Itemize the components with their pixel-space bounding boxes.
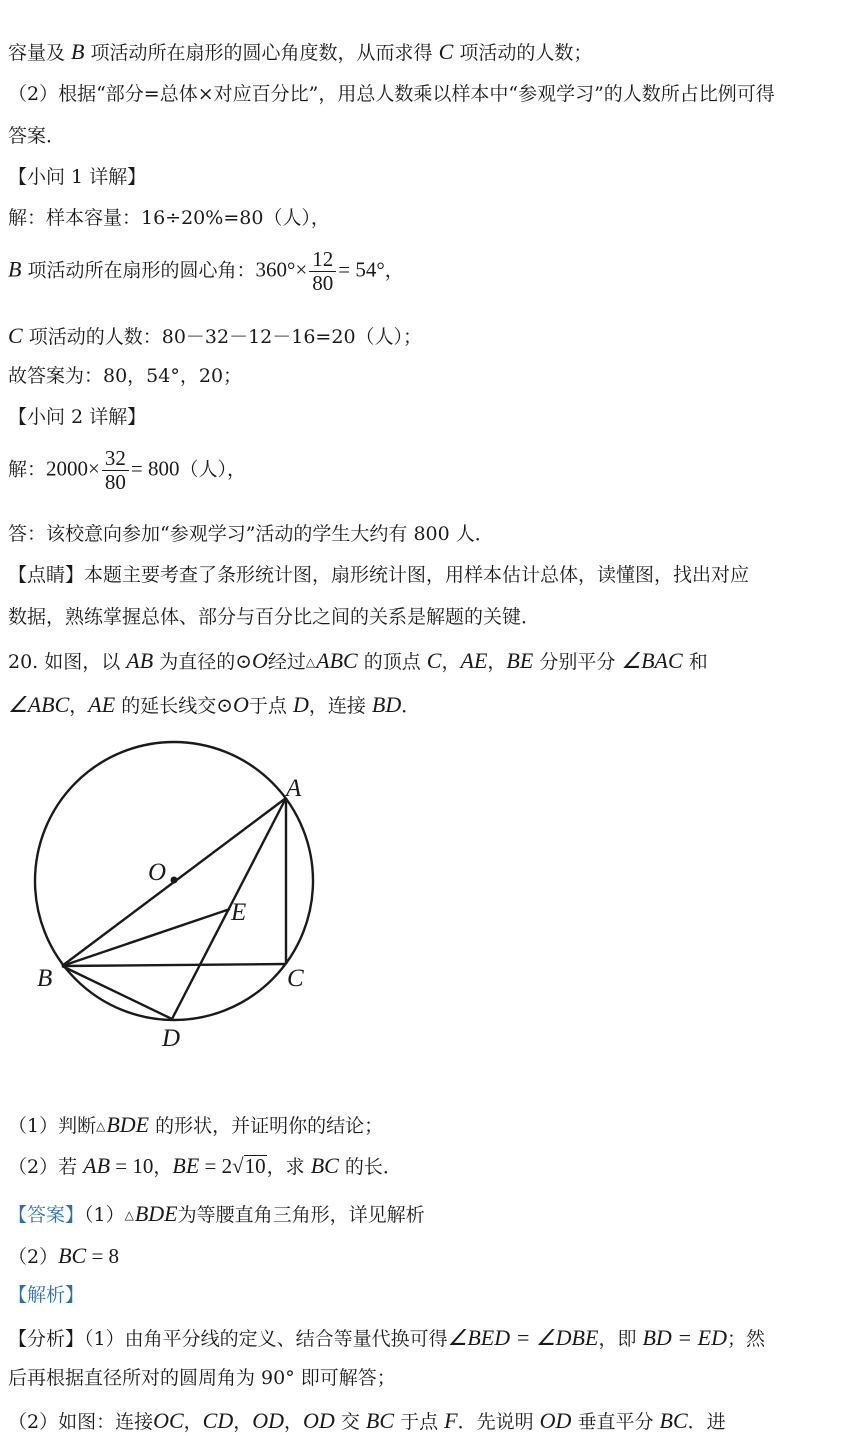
label-b: B <box>37 965 53 992</box>
answer-line-1: 【答案】（1）△BDE为等腰直角三角形，详见解析 <box>8 1201 425 1226</box>
text-line-12: 【点睛】本题主要考查了条形统计图，扇形统计图，用样本估计总体，读懂图，找出对应 <box>8 564 750 586</box>
section-heading-q1: 【小问 1 详解】 <box>8 166 147 188</box>
analysis-line-3: （2）如图：连接OC，CD，OD，OD 交 BC 于点 F．先说明 OD 垂直平分 BC．进 <box>8 1408 726 1433</box>
text-line-1: 容量及 B 项活动所在扇形的圆心角度数，从而求得 C 项活动的人数； <box>8 39 593 64</box>
text-line-13: 数据，熟练掌握总体、部分与百分比之间的关系是解题的关键． <box>8 606 541 628</box>
text-line-3: 答案． <box>8 125 66 147</box>
text-line-8: 故答案为：80，54°，20； <box>8 365 243 387</box>
fraction-32-80: $\frac{32}{80}$ <box>102 447 129 494</box>
question-2: （2）若 AB = 10，BE = 2√10，求 BC 的长． <box>8 1153 402 1178</box>
text-line-2: （2）根据“部分=总体×对应百分比”，用总人数乘以样本中“参观学习”的人数所占比例可得 <box>8 83 775 105</box>
label-e: E <box>231 899 247 926</box>
formula-line-angle: B 项活动所在扇形的圆心角：360°× $\frac{12}{80}$ = 54°， <box>8 247 404 296</box>
analysis-line-1: 【分析】（1）由角平分线的定义、结合等量代换可得∠BED = ∠DBE，即 BD = ED；然 <box>8 1325 765 1350</box>
analysis-line-2: 后再根据直径所对的圆周角为 90° 即可解答； <box>8 1367 396 1389</box>
problem-20-line-2: ∠ABC，AE 的延长线交⊙O于点 D，连接 BD． <box>8 692 421 717</box>
label-o: O <box>148 859 167 886</box>
question-1: （1）判断△BDE 的形状，并证明你的结论； <box>8 1112 384 1137</box>
label-d: D <box>162 1025 181 1052</box>
answer-line-2: （2）BC = 8 <box>8 1243 120 1268</box>
segment-bc <box>62 964 286 966</box>
label-a: A <box>286 775 302 802</box>
answer-tag: 【答案】 <box>8 1204 85 1226</box>
center-dot <box>171 877 178 884</box>
section-heading-q2: 【小问 2 详解】 <box>8 406 147 428</box>
analysis-tag: 【解析】 <box>8 1284 85 1306</box>
text-line-7: C 项活动的人数：80－32－12－16=20（人）； <box>8 323 423 348</box>
text-line-11: 答：该校意向参加“参观学习”活动的学生大约有 800 人． <box>8 523 494 545</box>
text-line-5: 解：样本容量：16÷20%=80（人）， <box>8 207 330 229</box>
formula-line-total: 解：2000× $\frac{32}{80}$ = 800（人）， <box>8 446 246 495</box>
problem-20-line-1: 20. 如图，以 AB 为直径的⊙O经过△ABC 的顶点 C，AE，BE 分别平分 ∠BAC 和 <box>8 648 708 673</box>
fraction-12-80: $\frac{12}{80}$ <box>309 248 336 295</box>
segment-bd <box>62 966 172 1019</box>
label-c: C <box>287 965 304 992</box>
segment-ad <box>172 798 286 1019</box>
